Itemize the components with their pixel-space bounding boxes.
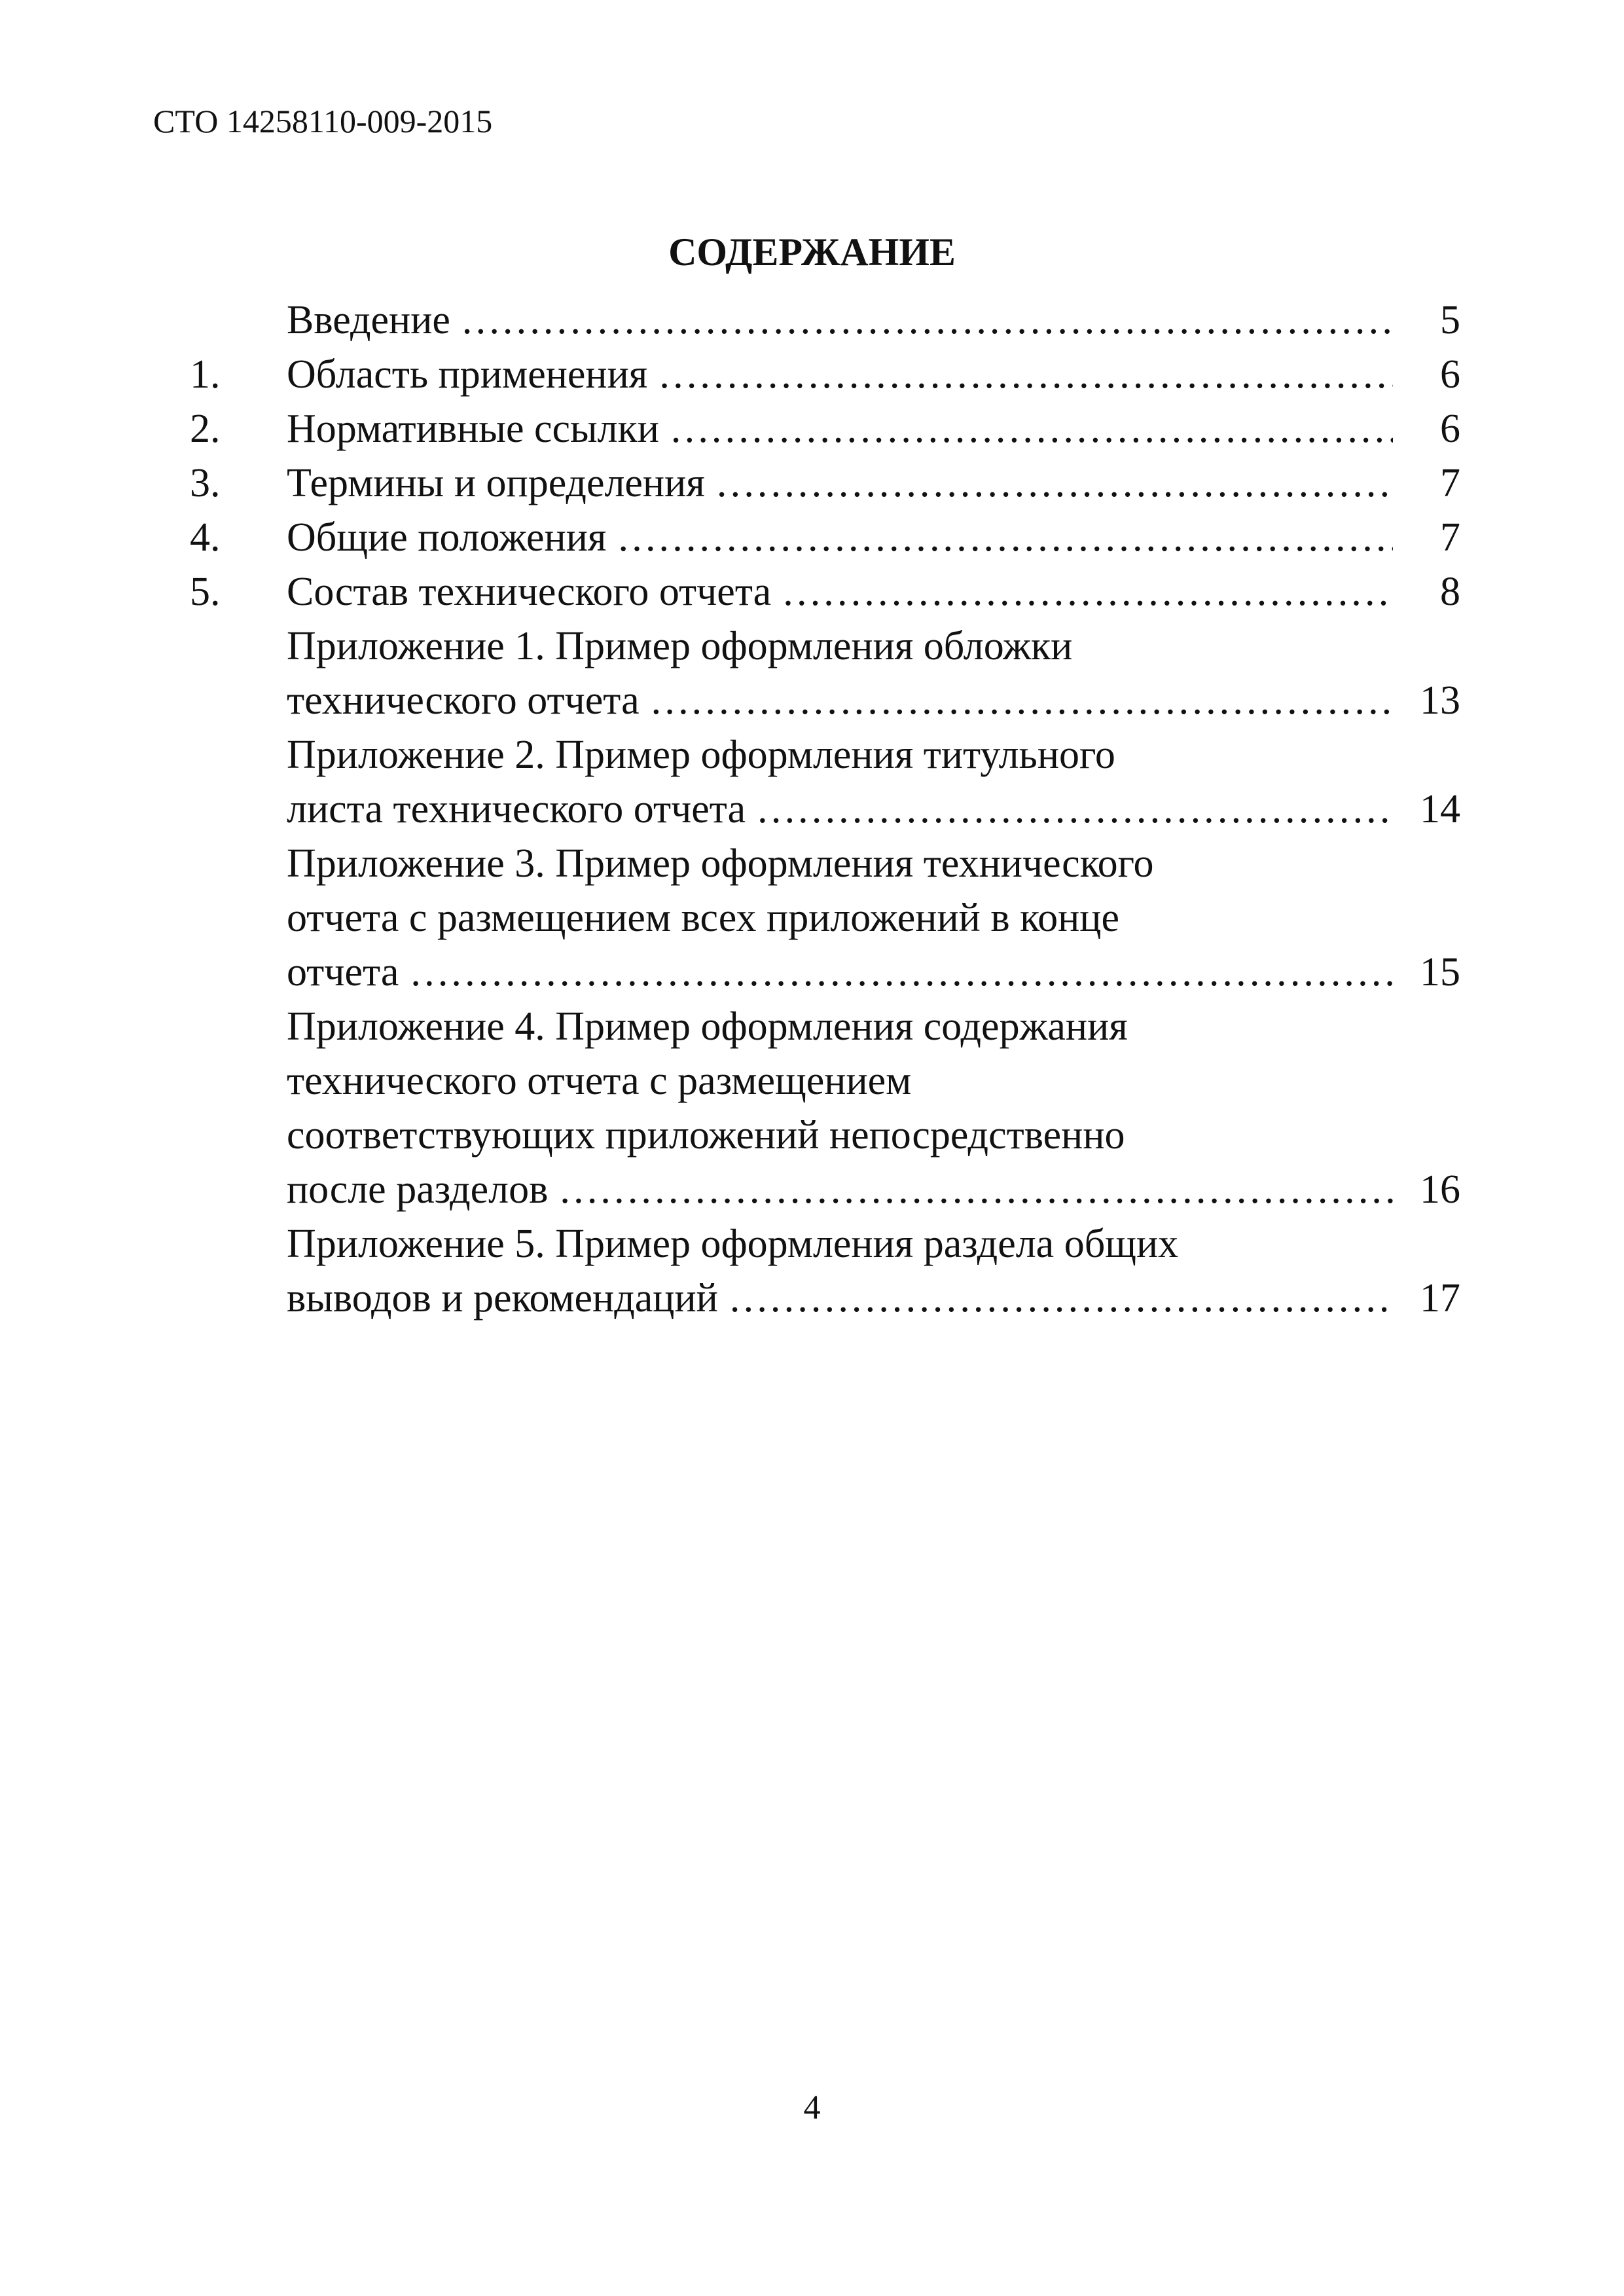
toc-entry-title	[287, 837, 1393, 1000]
toc-entry-title	[287, 293, 1393, 348]
toc-entry-line: после разделов …………………………………………………………………………………………………………………………………………………………………………………………………………	[287, 1163, 1393, 1217]
page-title: СОДЕРЖАНИЕ	[668, 230, 956, 274]
toc-entry-line: Приложение 5. Пример оформления раздела общих	[287, 1222, 1179, 1266]
toc-entry-title	[287, 1217, 1393, 1326]
toc-entry-title	[287, 728, 1393, 837]
toc-entry-title	[287, 456, 1393, 511]
toc-entry[interactable]	[0, 728, 1624, 837]
toc-entry-line: Область применения …………………………………………………………………………………………………………………………………………………………………………………………………………	[287, 348, 1393, 402]
document-code: СТО 14258110-009-2015	[153, 103, 493, 139]
toc-entry-number: 5.	[190, 570, 221, 614]
toc-entry-title	[287, 565, 1393, 619]
toc-entry-line: Приложение 3. Пример оформления технического	[287, 841, 1154, 886]
toc-entry-number: 1.	[190, 352, 221, 397]
toc-entry-page: 7	[1440, 461, 1460, 505]
toc-entry-title	[287, 402, 1393, 456]
toc-entry-line: Общие положения …………………………………………………………………………………………………………………………………………………………………………………………………………	[287, 511, 1393, 565]
toc-entry-page: 16	[1420, 1167, 1460, 1212]
toc-entry-line: Приложение 1. Пример оформления обложки	[287, 624, 1073, 668]
toc-entry-page: 7	[1440, 515, 1460, 560]
toc-entry[interactable]	[0, 348, 1624, 402]
toc-entry-line: Введение …………………………………………………………………………………………………………………………………………………………………………………………………………	[287, 293, 1393, 348]
toc-entry-title	[287, 619, 1393, 728]
toc-entry-line: Термины и определения …………………………………………………………………………………………………………………………………………………………………………………………………………	[287, 456, 1393, 511]
toc-entry-number: 3.	[190, 461, 221, 505]
toc-entry-line: листа технического отчета …………………………………………………………………………………………………………………………………………………………………………………………………………	[287, 782, 1393, 837]
toc-entry-line: отчета …………………………………………………………………………………………………………………………………………………………………………………………………………	[287, 945, 1393, 1000]
toc-entry-page: 15	[1420, 950, 1460, 994]
toc-entry-page: 8	[1440, 570, 1460, 614]
toc-entry-line: технического отчета …………………………………………………………………………………………………………………………………………………………………………………………………………	[287, 674, 1393, 728]
toc-entry-title	[287, 1000, 1393, 1217]
toc-entry[interactable]	[0, 619, 1624, 728]
toc-entry[interactable]	[0, 565, 1624, 619]
toc-entry-title	[287, 348, 1393, 402]
table-of-contents	[0, 293, 1624, 1326]
toc-entry-line: соответствующих приложений непосредственно	[287, 1113, 1125, 1157]
toc-entry-number: 2.	[190, 407, 221, 451]
toc-entry-line: Нормативные ссылки …………………………………………………………………………………………………………………………………………………………………………………………………………	[287, 402, 1393, 456]
toc-entry-number: 4.	[190, 515, 221, 560]
toc-entry-page: 5	[1440, 298, 1460, 342]
toc-entry[interactable]	[0, 456, 1624, 511]
toc-entry[interactable]	[0, 511, 1624, 565]
toc-entry-line: технического отчета с размещением	[287, 1059, 912, 1103]
toc-entry-line: Состав технического отчета …………………………………………………………………………………………………………………………………………………………………………………………………………	[287, 565, 1393, 619]
page-number: 4	[803, 2089, 821, 2126]
toc-entry[interactable]	[0, 293, 1624, 348]
toc-entry-line: выводов и рекомендаций …………………………………………………………………………………………………………………………………………………………………………………………………………	[287, 1271, 1393, 1326]
toc-entry-page: 17	[1420, 1276, 1460, 1321]
toc-entry[interactable]	[0, 1000, 1624, 1217]
toc-entry-line: отчета с размещением всех приложений в конце	[287, 896, 1119, 940]
toc-entry[interactable]	[0, 1217, 1624, 1326]
toc-entry[interactable]	[0, 402, 1624, 456]
toc-entry-title	[287, 511, 1393, 565]
toc-entry-page: 14	[1420, 787, 1460, 831]
toc-entry-page: 6	[1440, 407, 1460, 451]
toc-entry-page: 13	[1420, 678, 1460, 723]
toc-entry-line: Приложение 2. Пример оформления титульного	[287, 733, 1115, 777]
toc-entry-line: Приложение 4. Пример оформления содержания	[287, 1004, 1128, 1049]
toc-entry[interactable]	[0, 837, 1624, 1000]
toc-entry-page: 6	[1440, 352, 1460, 397]
